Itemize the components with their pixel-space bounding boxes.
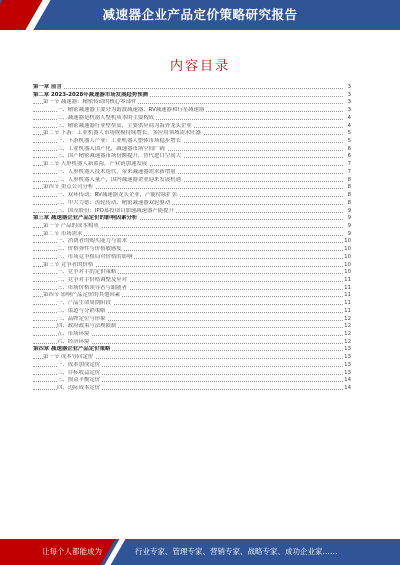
toc-entry-label: 五、市场环境 <box>57 331 90 337</box>
toc-entry[interactable] <box>33 346 351 354</box>
toc-entry[interactable] <box>33 169 351 177</box>
toc-entry-label: 四、边际成本定价 <box>57 385 101 392</box>
toc-entry[interactable] <box>33 246 351 254</box>
toc-entry-label: 第二章 2023-2028年减速器市场发展趋势预测 <box>33 91 148 98</box>
toc-entry-label: 第一节 减速器：精密传动的核心零部件 <box>43 99 137 106</box>
toc-entry-label: 二、工业机器人国产化，减速器市场空间广阔 <box>57 145 165 152</box>
toc-entry-label: 二、目标收益定价 <box>57 369 101 376</box>
toc-entry-label: 二、价格弹性与价格敏感度 <box>57 246 122 253</box>
toc-entry-page: 8 <box>347 184 351 191</box>
toc-entry[interactable] <box>33 192 351 200</box>
toc-entry-page: 8 <box>347 199 351 206</box>
toc-entry[interactable] <box>33 254 351 262</box>
toc-entry-page: 4 <box>347 114 351 121</box>
toc-entry-page: 5 <box>347 138 351 145</box>
toc-entry-page: 10 <box>344 246 351 253</box>
toc-entry-label: 三、损益平衡定价 <box>57 377 101 384</box>
toc-entry-page: 13 <box>344 369 351 376</box>
toc-entry-page: 9 <box>347 230 351 237</box>
toc-entry-page: 10 <box>344 261 351 268</box>
toc-entry-page: 10 <box>344 238 351 245</box>
toc-entry-page: 11 <box>344 292 351 299</box>
toc-entry[interactable] <box>33 323 351 331</box>
toc-entry[interactable] <box>33 231 351 239</box>
toc-entry[interactable] <box>33 153 351 161</box>
toc-entry-page: 11 <box>344 276 351 283</box>
toc-entry[interactable] <box>33 130 351 138</box>
toc-entry[interactable] <box>33 99 351 107</box>
toc-entry[interactable] <box>33 123 351 131</box>
toc-entry-label: 第四节 影响产品定价的其他因素 <box>43 292 121 299</box>
toc-entry-page: 8 <box>347 192 351 199</box>
toc-entry[interactable] <box>33 292 351 300</box>
toc-entry[interactable] <box>33 385 351 393</box>
toc-entry-label: 二、减速器是机器人整机成本的主要构成 <box>57 114 155 121</box>
toc-entry-page: 12 <box>344 315 351 322</box>
toc-entry-page: 3 <box>347 91 351 98</box>
toc-entry-page: 13 <box>344 354 351 361</box>
toc-entry-label: 一、消费者的购买能力与需求 <box>57 238 128 245</box>
toc-entry[interactable] <box>33 308 351 316</box>
toc-entry[interactable] <box>33 208 351 216</box>
table-of-contents <box>33 84 351 393</box>
toc-entry-page: 3 <box>347 107 351 114</box>
toc-entry-label: 三、市场竞争格局对价格的影响 <box>57 253 133 260</box>
toc-entry-label: 一、成本加成定价 <box>57 361 101 368</box>
toc-entry-label: 一、人形机器人技术迭代，带来减速器需求新增量 <box>57 168 176 175</box>
toc-entry-label: 一、产品生命周期阶段 <box>57 300 111 307</box>
toc-entry-page: 3 <box>347 99 351 106</box>
toc-entry-page: 10 <box>344 269 351 276</box>
page-footer <box>0 539 400 565</box>
toc-entry-page: 13 <box>344 361 351 368</box>
toc-entry[interactable] <box>33 177 351 185</box>
toc-entry-page: 9 <box>347 215 351 222</box>
toc-entry-page: 11 <box>344 300 351 307</box>
toc-entry-page: 12 <box>344 331 351 337</box>
toc-entry-page: 12 <box>344 338 351 345</box>
toc-entry-page: 11 <box>344 307 351 314</box>
toc-entry-page: 13 <box>344 346 351 353</box>
toc-entry-label: 第一节 成本导向定价 <box>43 354 94 361</box>
page-header <box>0 0 400 30</box>
toc-leader-dots <box>33 88 343 89</box>
toc-entry-page: 10 <box>344 253 351 260</box>
toc-entry-label: 第三节 人形机器人新蓝海，产业链加速发展 <box>43 161 148 168</box>
toc-entry-label: 一、精密减速器主要分为谐波减速器、RV减速器和行星减速器 <box>57 107 205 114</box>
toc-entry-page: 11 <box>344 284 351 291</box>
toc-entry-page: 7 <box>347 168 351 175</box>
toc-entry-label: 第四节 重点公司分析 <box>43 184 94 191</box>
toc-entry-label: 三、精密减速器行业壁垒高，主要供应商为海外龙头企业 <box>57 122 192 129</box>
footer-slogan-left: 让每个人都能成为 <box>42 547 102 556</box>
toc-entry-label: 第二节 下游：工业机器人市场规模持续增长，多应用领域需求旺盛 <box>43 130 202 137</box>
toc-entry-label: 二、中大力德：齿轮传动、精密减速器双轮驱动 <box>57 199 171 206</box>
toc-entry-label: 第二节 市场需求 <box>43 230 83 237</box>
toc-entry[interactable] <box>33 84 351 92</box>
toc-entry-page: 7 <box>347 161 351 168</box>
toc-entry[interactable] <box>33 377 351 385</box>
toc-entry-label: 三、品牌定位与形象 <box>57 315 106 322</box>
toc-entry[interactable] <box>33 370 351 378</box>
toc-entry-label: 一、双环传动：RV减速器龙头企业，产能持续扩张 <box>57 192 178 199</box>
toc-entry[interactable] <box>33 285 351 293</box>
toc-heading: 内容目录 <box>169 59 230 74</box>
toc-entry-page: 9 <box>347 207 351 214</box>
toc-entry[interactable] <box>33 115 351 123</box>
toc-entry-label: 第一节 产品的成本构成 <box>43 222 99 229</box>
toc-entry-page: 14 <box>344 377 351 384</box>
toc-entry-label: 四、政府政策与法规限制 <box>57 323 117 330</box>
toc-entry[interactable] <box>33 354 351 362</box>
report-title: 减速器企业产品定价策略研究报告 <box>102 7 298 22</box>
toc-entry[interactable] <box>33 107 351 115</box>
toc-entry[interactable] <box>33 300 351 308</box>
toc-entry[interactable] <box>33 92 351 100</box>
toc-entry-label: 一、竞争对手的定价策略 <box>57 269 117 276</box>
toc-entry[interactable] <box>33 161 351 169</box>
toc-entry[interactable] <box>33 184 351 192</box>
toc-entry[interactable] <box>33 331 351 339</box>
toc-entry[interactable] <box>33 262 351 270</box>
toc-entry-label: 第四章 减速器企业产品定价策略 <box>33 346 111 353</box>
toc-entry-label: 二、人形机器人量产，国内减速器企业迎来发展机遇 <box>57 176 181 183</box>
toc-entry-label: 一、下游机器人产业：工业机器人整体市场稳步增长 <box>57 138 181 145</box>
toc-entry[interactable] <box>33 316 351 324</box>
toc-entry-page: 14 <box>344 385 351 392</box>
toc-entry-label: 第一章 前言 <box>33 84 62 90</box>
toc-entry-label: 二、渠道与分销策略 <box>57 307 106 314</box>
toc-entry-page: 3 <box>347 84 351 90</box>
toc-entry-label: 三、国茂股份：IPO募投项目加速减速器产能提升 <box>57 207 174 214</box>
toc-entry[interactable] <box>33 362 351 370</box>
toc-entry[interactable] <box>33 223 351 231</box>
toc-entry-label: 二、竞争对手价格调整及应对 <box>57 276 128 283</box>
toc-entry-page: 9 <box>347 222 351 229</box>
toc-entry-label: 六、经济环境 <box>57 338 90 345</box>
toc-entry[interactable] <box>33 277 351 285</box>
toc-entry[interactable] <box>33 200 351 208</box>
toc-entry-label: 第三章 减速器企业产品定价的影响因素分析 <box>33 215 138 222</box>
toc-entry-label: 第三节 竞争者的价格 <box>43 261 94 268</box>
toc-entry-label: 三、市场价格领导者与跟随者 <box>57 284 128 291</box>
footer-slogan-right: 行业专家、管理专家、营销专家、战略专家、成功企业家…… <box>135 547 338 556</box>
toc-entry[interactable] <box>33 146 351 154</box>
toc-entry-page: 8 <box>347 176 351 183</box>
toc-entry-page: 12 <box>344 323 351 330</box>
toc-entry[interactable] <box>33 339 351 347</box>
toc-entry-page: 4 <box>347 122 351 129</box>
toc-entry-page: 6 <box>347 153 351 160</box>
toc-entry[interactable] <box>33 238 351 246</box>
toc-entry-page: 5 <box>347 130 351 137</box>
toc-entry[interactable] <box>33 138 351 146</box>
toc-entry-page: 6 <box>347 145 351 152</box>
toc-entry[interactable] <box>33 269 351 277</box>
toc-entry[interactable] <box>33 215 351 223</box>
toc-entry-label: 三、国产精密减速器市场份额提升，替代进口空间大 <box>57 153 181 160</box>
